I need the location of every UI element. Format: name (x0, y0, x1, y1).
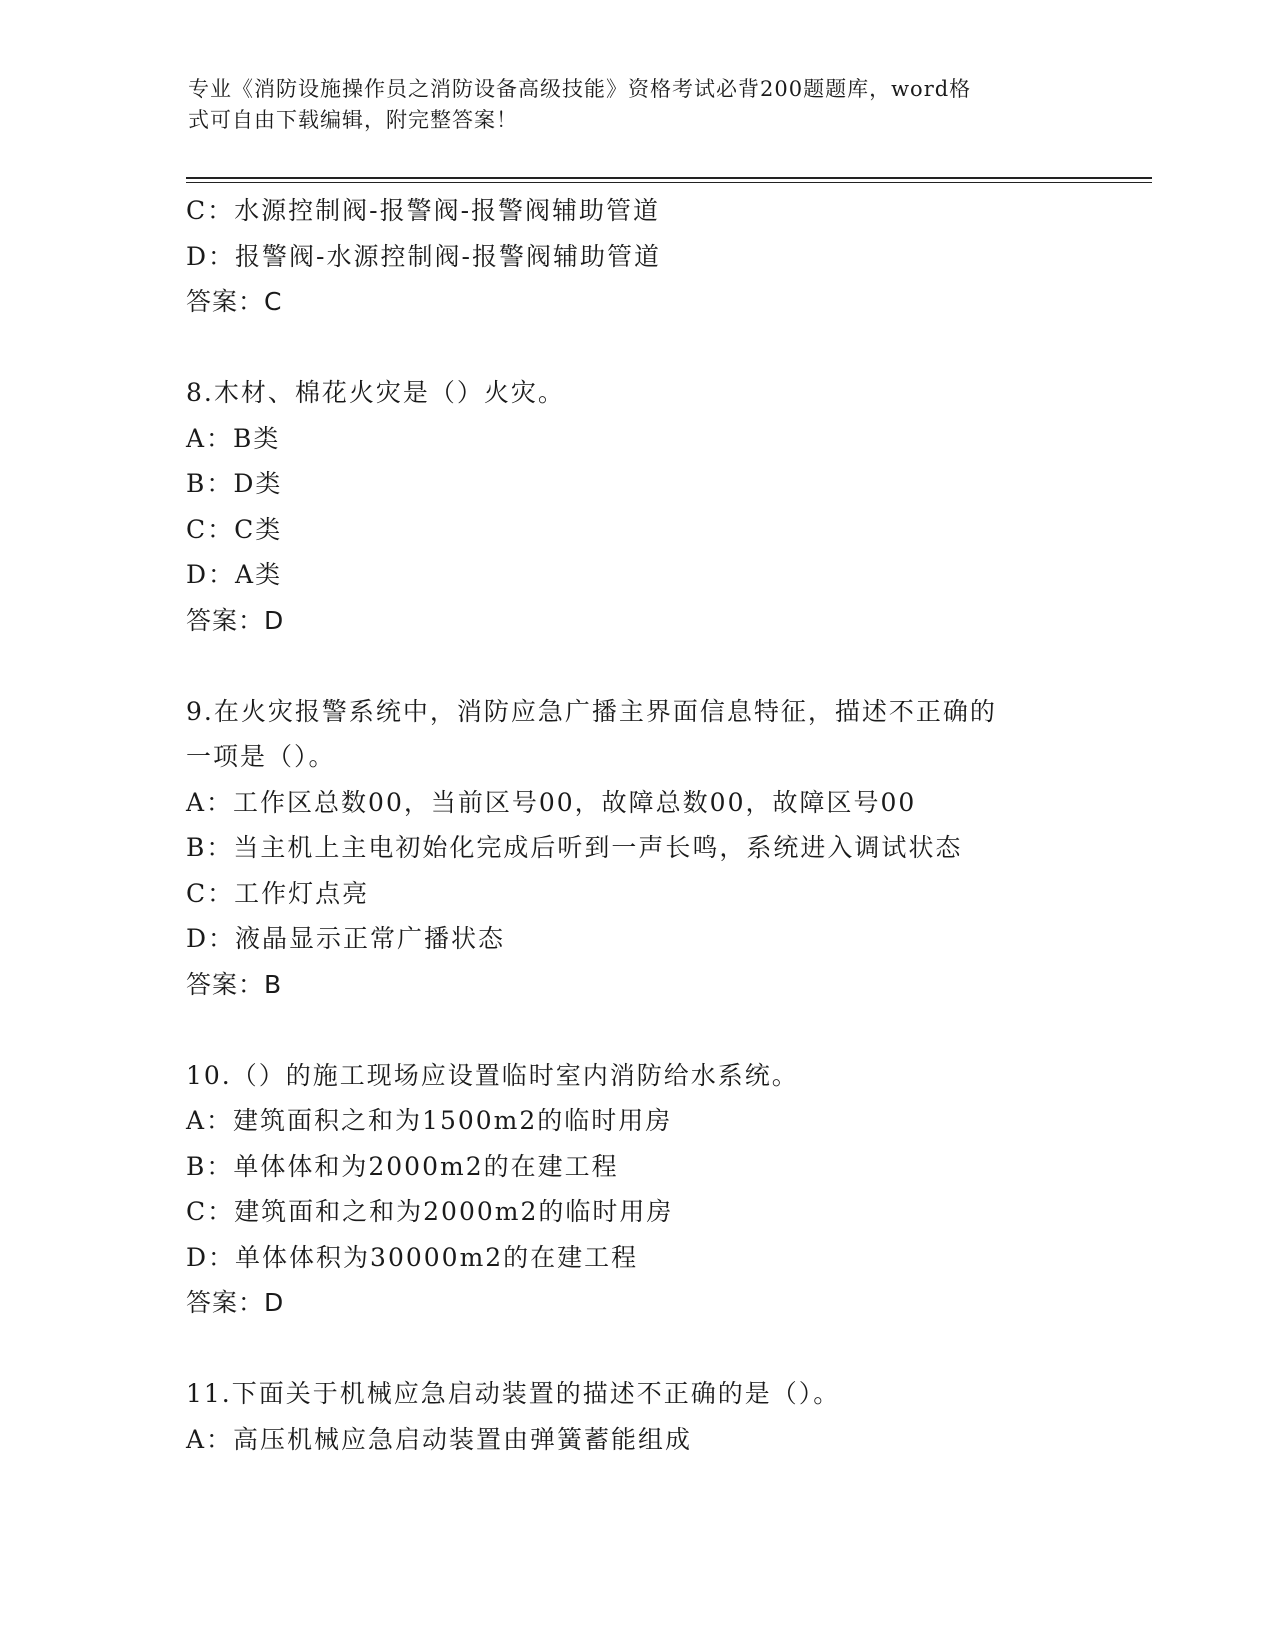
option-c: C：C类 (186, 514, 283, 544)
option-d: D：液晶显示正常广播状态 (186, 924, 506, 953)
question-9 (186, 689, 1146, 1008)
option-a: A：B类 (186, 423, 281, 453)
option-a: A：工作区总数00，当前区号00，故障总数00，故障区号00 (186, 787, 917, 817)
header-line-2: 式可自由下载编辑，附完整答案！ (188, 108, 518, 132)
answer-label: 答案：B (186, 969, 283, 999)
question-stem-line-1: 9.在火灾报警系统中，消防应急广播主界面信息特征，描述不正确的 (186, 696, 997, 726)
question-stem: 8.木材、棉花火灾是（）火灾。 (186, 378, 565, 407)
document-header (188, 74, 1068, 136)
option-d: D：报警阀-水源控制阀-报警阀辅助管道 (186, 241, 661, 271)
option-b: B：当主机上主电初始化完成后听到一声长鸣，系统进入调试状态 (186, 833, 963, 862)
answer-label: 答案：C (186, 287, 283, 316)
question-11 (186, 1371, 1146, 1462)
answer-label: 答案：D (186, 605, 285, 635)
option-d: D：A类 (186, 560, 283, 589)
question-8 (186, 370, 1146, 643)
spacer (186, 325, 1146, 371)
option-c: C：水源控制阀-报警阀-报警阀辅助管道 (186, 196, 661, 225)
question-stem: 10.（）的施工现场应设置临时室内消防给水系统。 (186, 1060, 799, 1090)
option-a: A：建筑面积之和为1500m2的临时用房 (186, 1106, 673, 1135)
option-a: A：高压机械应急启动装置由弹簧蓄能组成 (186, 1424, 693, 1454)
question-list (186, 188, 1146, 1462)
header-divider-thick (186, 177, 1152, 179)
question-10 (186, 1053, 1146, 1326)
question-stem: 11.下面关于机械应急启动装置的描述不正确的是（）。 (186, 1379, 841, 1408)
question-7-tail (186, 188, 1146, 325)
header-line-1: 专业《消防设施操作员之消防设备高级技能》资格考试必背200题题库，word格 (188, 77, 972, 101)
option-b: B：单体体和为2000m2的在建工程 (186, 1151, 619, 1181)
option-c: C：建筑面和之和为2000m2的临时用房 (186, 1197, 674, 1226)
spacer (186, 1326, 1146, 1372)
question-stem-line-2: 一项是（）。 (186, 742, 336, 771)
spacer (186, 643, 1146, 689)
option-b: B：D类 (186, 469, 283, 498)
option-c: C：工作灯点亮 (186, 878, 370, 908)
option-d: D：单体体积为30000m2的在建工程 (186, 1242, 639, 1272)
answer-label: 答案：D (186, 1288, 285, 1317)
spacer (186, 1007, 1146, 1053)
header-divider-thin (186, 182, 1152, 183)
